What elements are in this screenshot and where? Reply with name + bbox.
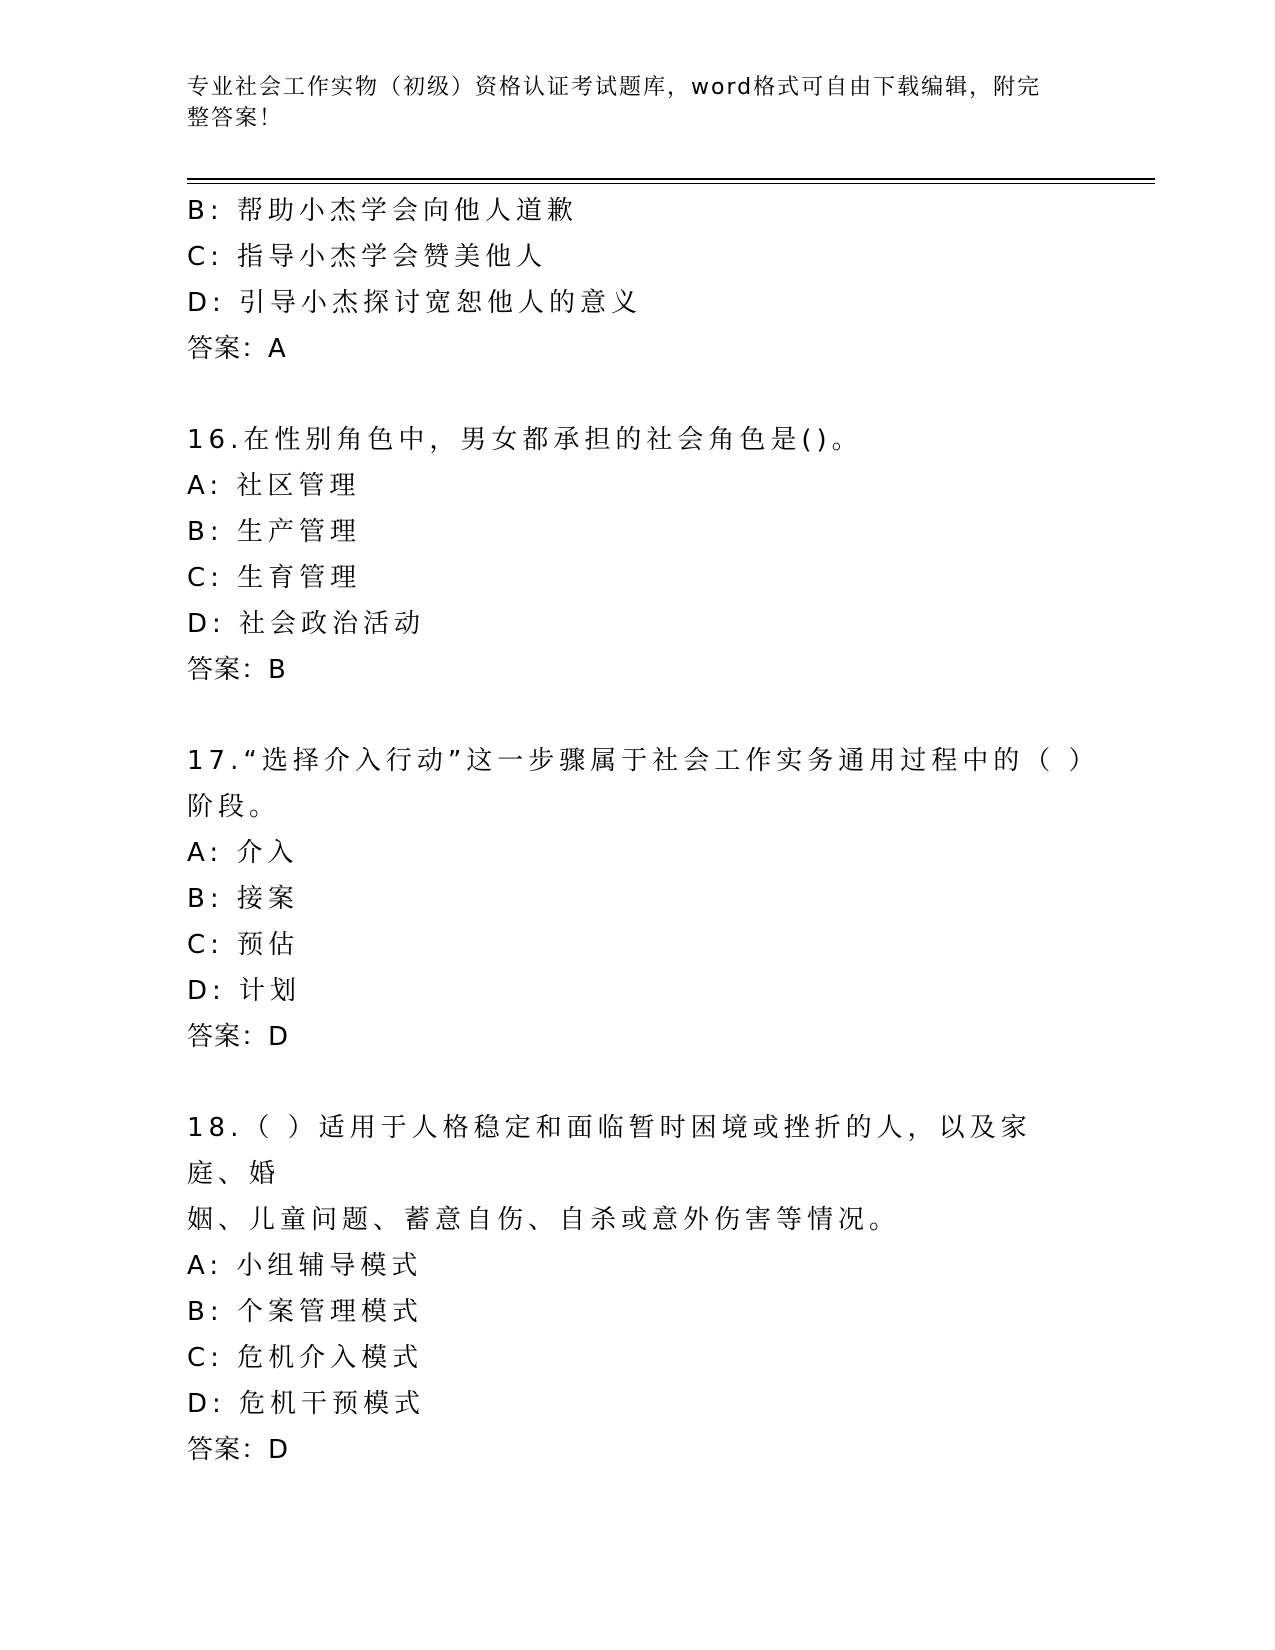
question-text-line-1: 17.“选择介入行动”这一步骤属于社会工作实务通用过程中的（ ）: [187, 746, 1100, 776]
question-block-18: [187, 1105, 1087, 1473]
option-d: D: 计划: [187, 976, 302, 1006]
option-a: A: 小组辅导模式: [187, 1251, 423, 1281]
header-divider-thick: [187, 178, 1155, 180]
answer-line: 答案：B: [187, 655, 287, 685]
spacer: [187, 1060, 1087, 1105]
question-text-line-1: 18.（ ）适用于人格稳定和面临暂时困境或挫折的人，以及家庭、婚: [187, 1113, 1032, 1189]
option-c: C: 危机介入模式: [187, 1343, 424, 1373]
option-b: B: 个案管理模式: [187, 1297, 423, 1327]
option-d: D: 危机干预模式: [187, 1389, 426, 1419]
question-block-15-continued: [187, 188, 1087, 372]
option-a: A: 社区管理: [187, 471, 361, 501]
answer-line: 答案：D: [187, 1022, 290, 1052]
option-d: D: 引导小杰探讨宽恕他人的意义: [187, 288, 643, 318]
option-b: B: 帮助小杰学会向他人道歉: [187, 196, 578, 226]
option-d: D: 社会政治活动: [187, 609, 426, 639]
answer-line: 答案：A: [187, 334, 287, 364]
header-divider-thin: [187, 183, 1155, 184]
question-text-line-2: 姻、儿童问题、蓄意自伤、自杀或意外伤害等情况。: [187, 1205, 901, 1235]
option-a: A: 介入: [187, 838, 299, 868]
option-c: C: 预估: [187, 930, 300, 960]
option-b: B: 接案: [187, 884, 299, 914]
page-header: [187, 72, 1067, 134]
option-c: C: 生育管理: [187, 563, 362, 593]
spacer: [187, 372, 1087, 417]
header-line-2: 整答案！: [187, 106, 284, 131]
header-line-1: 专业社会工作实物（初级）资格认证考试题库，word格式可自由下载编辑，附完: [187, 75, 1042, 100]
question-block-17: [187, 738, 1100, 1060]
question-block-16: [187, 417, 1087, 693]
option-c: C: 指导小杰学会赞美他人: [187, 242, 548, 272]
question-text-line-2: 阶段。: [187, 792, 281, 822]
option-b: B: 生产管理: [187, 517, 361, 547]
answer-line: 答案：D: [187, 1435, 290, 1465]
question-text: 16.在性别角色中，男女都承担的社会角色是()。: [187, 425, 863, 455]
question-list: [187, 188, 1100, 1473]
spacer: [187, 693, 1087, 738]
